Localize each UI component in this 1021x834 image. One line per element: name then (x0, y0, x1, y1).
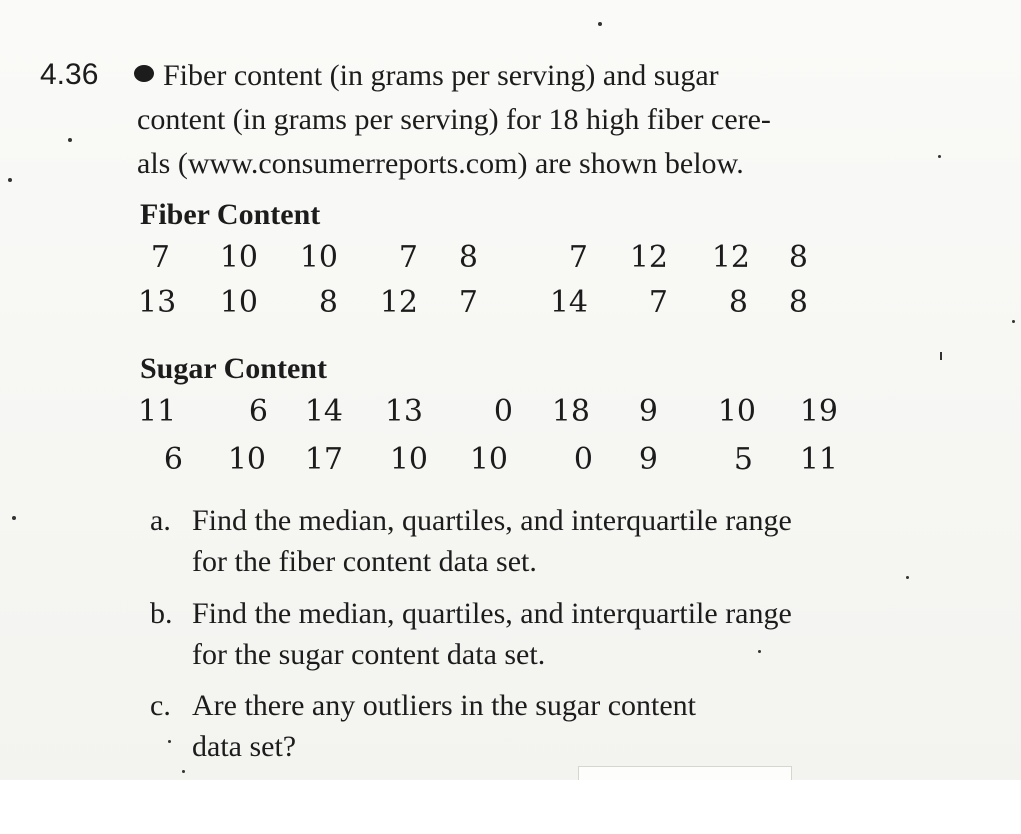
fiber-row-1 (138, 240, 858, 280)
problem-statement (137, 54, 937, 186)
statement-line-1: Fiber content (in grams per serving) and sugar (163, 59, 719, 92)
data-value: 17 (304, 442, 343, 477)
speck (938, 155, 941, 158)
data-value: 12 (629, 240, 668, 275)
speck (68, 138, 72, 142)
speck (168, 740, 171, 743)
data-value: 9 (638, 442, 658, 477)
data-value: 7 (568, 240, 588, 275)
question-letter: a. (150, 504, 171, 537)
data-value: 7 (458, 285, 478, 320)
data-value: 12 (711, 240, 750, 275)
data-value: 7 (150, 240, 170, 275)
question-c (150, 685, 910, 769)
data-value: 11 (799, 442, 838, 477)
data-value: 8 (788, 240, 808, 275)
speck (598, 22, 602, 26)
fiber-heading: Fiber Content (140, 198, 321, 231)
data-value: 10 (717, 394, 756, 429)
question-text: Find the median, quartiles, and interquartile range for the fiber content data set. (192, 504, 792, 578)
sugar-row-2 (138, 442, 858, 482)
speck (940, 352, 942, 360)
data-value: 13 (138, 285, 177, 320)
sugar-row-1 (138, 394, 858, 434)
question-text: Find the median, quartiles, and interquartile range for the sugar content data set. (192, 597, 792, 671)
data-value: 8 (728, 285, 748, 320)
data-value: 10 (219, 240, 258, 275)
speck (1012, 320, 1015, 323)
speck (758, 650, 761, 653)
data-value: 14 (304, 394, 343, 429)
data-value: 8 (318, 285, 338, 320)
speck (182, 770, 185, 773)
problem-number: 4.36 (40, 58, 99, 91)
question-letter: b. (150, 597, 173, 630)
speck (12, 516, 16, 520)
data-value: 18 (551, 394, 590, 429)
data-value: 7 (648, 285, 668, 320)
question-a (150, 500, 910, 584)
data-value: 11 (138, 394, 177, 429)
data-value: 6 (248, 394, 268, 429)
data-value: 10 (219, 285, 258, 320)
data-value: 9 (638, 394, 658, 429)
data-value: 8 (788, 285, 808, 320)
data-value: 10 (227, 442, 266, 477)
question-text: Are there any outliers in the sugar content data set? (192, 689, 696, 763)
data-value: 6 (163, 442, 183, 477)
data-value: 10 (299, 240, 338, 275)
bottom-margin (0, 780, 1021, 834)
speck (8, 178, 12, 182)
question-letter: c. (150, 689, 171, 722)
data-value: 10 (469, 442, 508, 477)
data-value: 0 (493, 394, 513, 429)
statement-line-2: content (in grams per serving) for 18 high fiber cere- (137, 103, 771, 136)
fiber-row-2 (138, 285, 858, 325)
data-value: 7 (398, 240, 418, 275)
data-value: 19 (799, 394, 838, 429)
data-value: 14 (549, 285, 588, 320)
data-value: 8 (458, 240, 478, 275)
sugar-heading: Sugar Content (140, 352, 327, 385)
data-value: 12 (379, 285, 418, 320)
data-value: 13 (384, 394, 423, 429)
data-value: 0 (573, 442, 593, 477)
data-value: 10 (389, 442, 428, 477)
question-b (150, 593, 910, 677)
statement-line-3: als (www.consumerreports.com) are shown below. (137, 147, 744, 180)
speck (906, 576, 909, 579)
data-value: 5 (733, 442, 753, 477)
